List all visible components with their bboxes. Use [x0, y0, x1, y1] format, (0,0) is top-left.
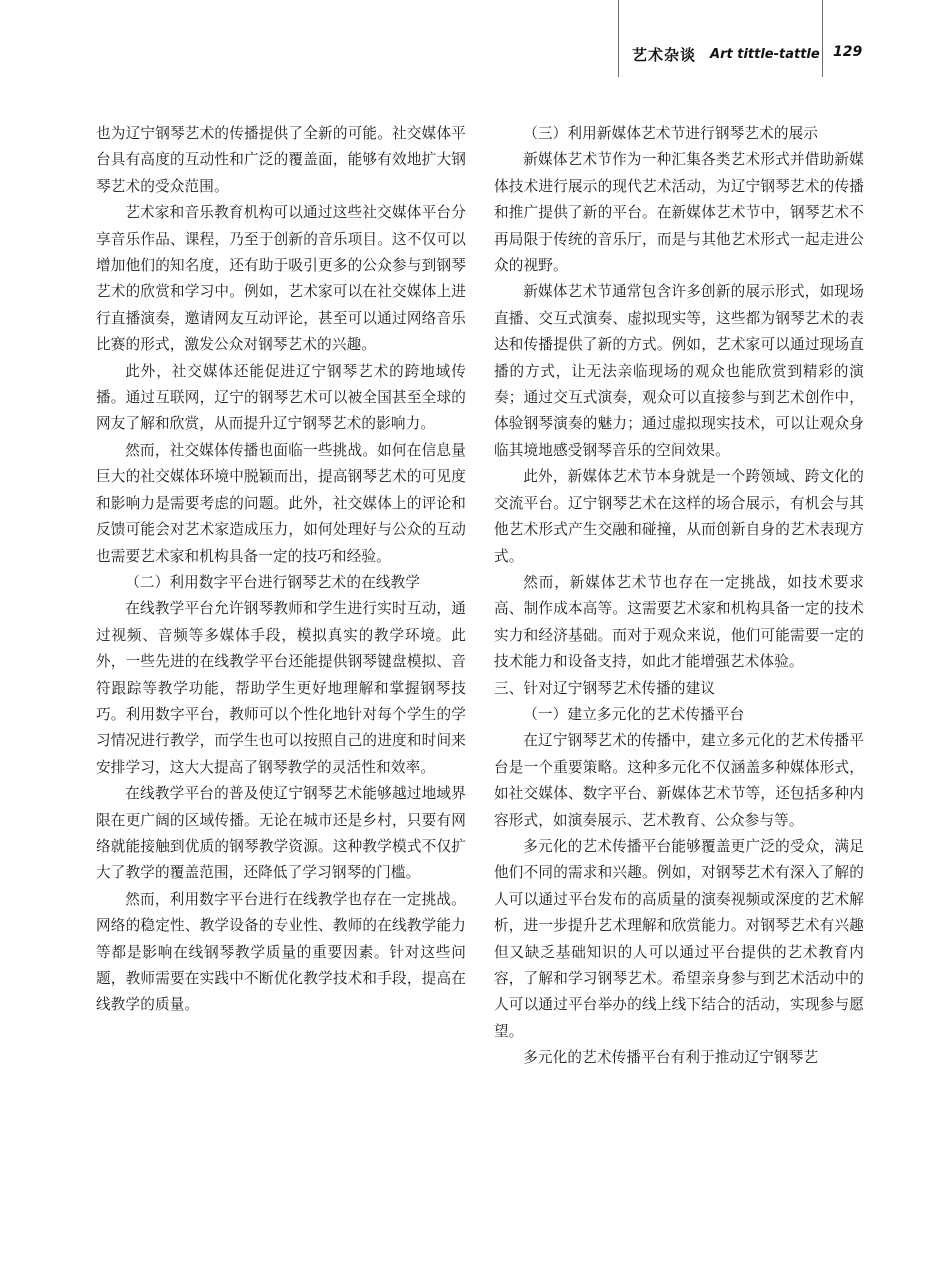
- paragraph: 此外，社交媒体还能促进辽宁钢琴艺术的跨地域传播。通过互联网，辽宁的钢琴艺术可以被全国甚至全球的网友了解和欣赏，从而提升辽宁钢琴艺术的影响力。: [96, 362, 466, 433]
- paragraph: 然而，新媒体艺术节也存在一定挑战，如技术要求高、制作成本高等。这需要艺术家和机构具备一定的技术实力和经济基础。而对于观众来说，他们可能需要一定的技术能力和设备支持，如此才能增强艺术体验。: [494, 573, 864, 671]
- page-number: 129: [833, 44, 863, 60]
- subsection-heading: （一）建立多元化的艺术传播平台: [523, 705, 745, 723]
- paragraph: 也为辽宁钢琴艺术的传播提供了全新的可能。社交媒体平台具有高度的互动性和广泛的覆盖面，能够有效地扩大钢琴艺术的受众范围。: [96, 125, 466, 195]
- paragraph: 多元化的艺术传播平台能够覆盖更广泛的受众，满足他们不同的需求和兴趣。例如，对钢琴艺术有深入了解的人可以通过平台发布的高质量的演奏视频或深度的艺术解析，进一步提升艺术理解和欣赏能力。对钢琴艺术有兴趣但又缺乏基础知识的人可以通过平台提供的艺术教育内容，了解和学习钢琴艺术。希望亲身参与到艺术活动中的人可以通过平台举办的线上线下结合的活动，实现参与愿望。: [494, 837, 864, 1040]
- header-title-en: Art tittle-tattle: [710, 46, 820, 62]
- paragraph: 此外，新媒体艺术节本身就是一个跨领域、跨文化的交流平台。辽宁钢琴艺术在这样的场合展示，有机会与其他艺术形式产生交融和碰撞，从而创新自身的艺术表现方式。: [494, 468, 864, 565]
- paragraph: 多元化的艺术传播平台有利于推动辽宁钢琴艺: [523, 1049, 819, 1067]
- running-header: [632, 40, 820, 68]
- left-column: [96, 121, 466, 1019]
- subsection-heading: （三）利用新媒体艺术节进行钢琴艺术的展示: [523, 125, 819, 142]
- paragraph: 在线教学平台的普及使辽宁钢琴艺术能够越过地域界限在更广阔的区域传播。无论在城市还是乡村，只要有网络就能接触到优质的钢琴教学资源。这种教学模式不仅扩大了教学的覆盖范围，还降低了学习钢琴的门槛。: [96, 785, 466, 882]
- paragraph: 艺术家和音乐教育机构可以通过这些社交媒体平台分享音乐作品、课程，乃至于创新的音乐项目。这不仅可以增加他们的知名度，还有助于吸引更多的公众参与到钢琴艺术的欣赏和学习中。例如，艺术家可以在社交媒体上进行直播演奏，邀请网友互动评论，甚至可以通过网络音乐比赛的形式，激发公众对钢琴艺术的兴趣。: [96, 204, 466, 354]
- paragraph: 新媒体艺术节作为一种汇集各类艺术形式并借助新媒体技术进行展示的现代艺术活动，为辽宁钢琴艺术的传播和推广提供了新的平台。在新媒体艺术节中，钢琴艺术不再局限于传统的音乐厅，而是与其他艺术形式一起走进公众的视野。: [494, 151, 864, 275]
- paragraph: 在辽宁钢琴艺术的传播中，建立多元化的艺术传播平台是一个重要策略。这种多元化不仅涵盖多种媒体形式，如社交媒体、数字平台、新媒体艺术节等，还包括多种内容形式，如演奏展示、艺术教育、公众参与等。: [494, 732, 864, 829]
- subsection-heading: （二）利用数字平台进行钢琴艺术的在线教学: [125, 573, 421, 591]
- header-title-cn: 艺术杂谈: [632, 45, 697, 64]
- section-heading: 三、针对辽宁钢琴艺术传播的建议: [494, 679, 716, 697]
- header-divider-right: [822, 0, 823, 77]
- header-divider-left: [618, 0, 619, 77]
- right-column: [494, 121, 864, 1072]
- paragraph: 在线教学平台允许钢琴教师和学生进行实时互动，通过视频、音频等多媒体手段，模拟真实的教学环境。此外，一些先进的在线教学平台还能提供钢琴键盘模拟、音符跟踪等教学功能，帮助学生更好地理解和掌握钢琴技巧。利用数字平台，教师可以个性化地针对每个学生的学习情况进行教学，而学生也可以按照自己的进度和时间来安排学习，这大大提高了钢琴教学的灵活性和效率。: [96, 600, 466, 776]
- paragraph: 然而，利用数字平台进行在线教学也存在一定挑战。网络的稳定性、教学设备的专业性、教师的在线教学能力等都是影响在线钢琴教学质量的重要因素。针对这些问题，教师需要在实践中不断优化教学技术和手段，提高在线教学的质量。: [96, 890, 466, 1014]
- paragraph: 然而，社交媒体传播也面临一些挑战。如何在信息量巨大的社交媒体环境中脱颖而出，提高钢琴艺术的可见度和影响力是需要考虑的问题。此外，社交媒体上的评论和反馈可能会对艺术家造成压力，如何处理好与公众的互动也需要艺术家和机构具备一定的技巧和经验。: [96, 441, 466, 565]
- paragraph: 新媒体艺术节通常包含许多创新的展示形式，如现场直播、交互式演奏、虚拟现实等，这些都为钢琴艺术的表达和传播提供了新的方式。例如，艺术家可以通过现场直播的方式，让无法亲临现场的观众也能欣赏到精彩的演奏；通过交互式演奏，观众可以直接参与到艺术创作中，体验钢琴演奏的魅力；通过虚拟现实技术，可以让观众身临其境地感受钢琴音乐的空间效果。: [494, 283, 864, 459]
